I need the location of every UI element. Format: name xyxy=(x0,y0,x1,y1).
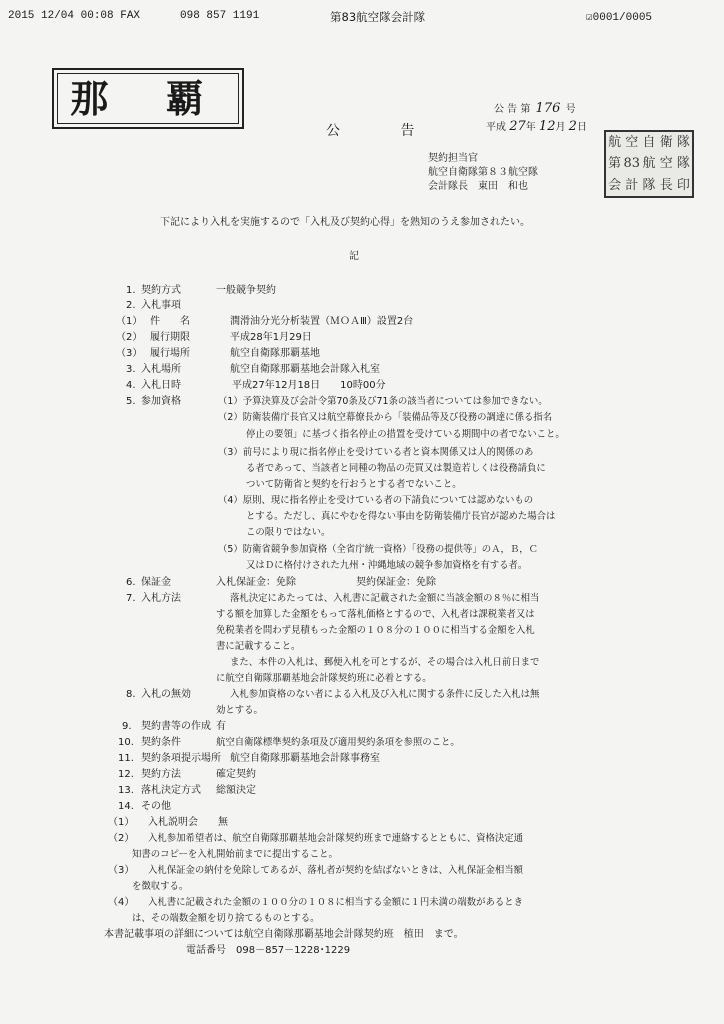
other-line: 入札説明会 無 xyxy=(148,817,228,828)
item-label: 参加資格 xyxy=(141,396,181,407)
item-value: 総額決定 xyxy=(216,785,256,796)
seal-char: 会 xyxy=(608,177,622,193)
notice-number-label: 公 告 第 xyxy=(494,104,531,115)
item-value: 潤滑油分光分析装置（ＭＯＡⅢ）設置2台 xyxy=(230,316,414,327)
item-label: 契約方法 xyxy=(141,769,181,780)
item-no: 9. xyxy=(122,721,132,732)
officer-name: 会計隊長 東田 和也 xyxy=(428,181,528,192)
item-value: 航空自衛隊那覇基地会計隊事務室 xyxy=(230,753,380,764)
item-no: 12. xyxy=(118,769,134,780)
other-line: を徴収する。 xyxy=(132,881,189,892)
item-label: 保証金 xyxy=(141,577,171,588)
fax-number: 098 857 1191 xyxy=(180,10,260,22)
item-value: 航空自衛隊那覇基地会計隊入札室 xyxy=(230,364,380,375)
item7-line: 免税業者を問わず見積もった金額の１０８分の１００に相当する金額を入札 xyxy=(216,625,535,636)
qualification-line: （1）予算決算及び会計令第70条及び71条の該当者については参加できない。 xyxy=(218,396,548,407)
qualification-line: （2）防衛装備庁長官又は航空幕僚長から「装備品等及び役務の調達に係る指名 xyxy=(218,412,553,423)
item-value: 平成27年12月18日 10時00分 xyxy=(232,380,386,391)
other-no: （4） xyxy=(108,897,135,908)
seal-char: 印 xyxy=(676,177,690,193)
other-no: （3） xyxy=(108,865,135,876)
qualification-line: 停止の要領」に基づく指名停止の措置を受けている期間中の者でないこと。 xyxy=(246,429,565,440)
item-label: 入札の無効 xyxy=(141,689,191,700)
item-no: （3） xyxy=(116,348,143,359)
ki-heading: 記 xyxy=(349,251,359,262)
item-value: 航空自衛隊那覇基地 xyxy=(230,348,320,359)
item-value: 航空自衛隊標準契約条項及び適用契約条項を参照のこと。 xyxy=(216,737,460,748)
item7-line: に航空自衛隊那覇基地会計隊契約班に必着とする。 xyxy=(216,673,432,684)
seal-char: 空 xyxy=(659,156,673,172)
notice-number xyxy=(494,102,576,117)
other-no: （2） xyxy=(108,833,135,844)
item-value: 確定契約 xyxy=(216,769,256,780)
date-year: 27 xyxy=(509,119,526,134)
qualification-line: 又はＤに格付けされた九州・沖縄地域の競争参加資格を有する者。 xyxy=(246,560,528,571)
item-no: 5. xyxy=(126,396,136,407)
item7-line: 落札決定にあたっては、入札書に記載された金額に当該金額の８％に相当 xyxy=(230,593,540,604)
seal-char: 長 xyxy=(659,177,673,193)
item-label: 契約方式 xyxy=(141,285,181,296)
notice-title: 公 告 xyxy=(326,123,443,139)
item-no: （1） xyxy=(116,316,143,327)
date-day-suffix: 日 xyxy=(576,122,587,133)
other-line: 入札参加希望者は、航空自衛隊那覇基地会計隊契約班まで連絡するとともに、資格決定通 xyxy=(148,833,524,844)
item-no: （2） xyxy=(116,332,143,343)
item-label: 履行場所 xyxy=(150,348,190,359)
item-label: 入札日時 xyxy=(141,380,181,391)
qualification-line: この限りではない。 xyxy=(246,527,331,538)
other-no: （1） xyxy=(108,817,135,828)
fax-sender: 第83航空隊会計隊 xyxy=(330,10,426,24)
official-seal xyxy=(604,130,694,198)
seal-char: 第 xyxy=(608,156,622,172)
item8-line: 入札参加資格のない者による入札及び入札に関する条件に反した入札は無 xyxy=(230,689,540,700)
qualification-line: （5）防衛省競争参加資格（全省庁統一資格）「役務の提供等」のＡ，Ｂ，Ｃ xyxy=(218,544,539,555)
item-no: 3. xyxy=(126,364,136,375)
item7-line: また、本件の入札は、郵便入札を可とするが、その場合は入札日前日まで xyxy=(230,657,540,668)
date-year-suffix: 年 xyxy=(525,122,536,133)
item-label: 入札方法 xyxy=(141,593,181,604)
item-value: 平成28年1月29日 xyxy=(230,332,312,343)
item-no: 14. xyxy=(118,801,134,812)
seal-char: 隊 xyxy=(676,156,690,172)
qualification-line: （3）前号により現に指名停止を受けている者と資本関係又は人的関係のあ xyxy=(218,447,534,458)
notice-number-suffix: 号 xyxy=(565,104,576,115)
other-line: は、その端数金額を切り捨てるものとする。 xyxy=(132,913,320,924)
item-no: 1. xyxy=(126,285,136,296)
seal-char: 計 xyxy=(625,177,639,193)
qualification-line: とする。ただし、真にやむを得ない事由を防衛装備庁長官が認めた場合は xyxy=(246,511,556,522)
officer-title: 契約担当官 xyxy=(428,153,478,164)
seal-char: 航 xyxy=(642,156,656,172)
item-label: 履行期限 xyxy=(150,332,190,343)
item-no: 7. xyxy=(126,593,136,604)
seal-char: 自 xyxy=(642,135,656,150)
item-value: 一般競争契約 xyxy=(216,285,276,296)
item-no: 10. xyxy=(118,737,134,748)
item-no: 2. xyxy=(126,300,136,311)
item-label: 入札場所 xyxy=(141,364,181,375)
date-era: 平成 xyxy=(486,122,506,133)
item-no: 11. xyxy=(118,753,134,764)
item-no: 13. xyxy=(118,785,134,796)
date-month: 12 xyxy=(538,119,556,134)
item8-line: 効とする。 xyxy=(216,705,263,716)
phone-number: 電話番号 098－857－1228･1229 xyxy=(186,945,351,956)
item-label: その他 xyxy=(141,801,171,812)
qualification-line: （4）原則、現に指名停止を受けている者の下請負については認めないもの xyxy=(218,495,534,506)
seal-char: 空 xyxy=(625,135,639,150)
fax-datetime: 2015 12/04 00:08 FAX xyxy=(8,10,141,22)
item-label: 契約条件 xyxy=(141,737,181,748)
item-label: 件 名 xyxy=(150,316,190,327)
item-no: 4. xyxy=(126,380,136,391)
item-label: 落札決定方式 xyxy=(141,785,201,796)
item-label: 契約条項提示場所 xyxy=(141,753,221,764)
fax-page: ☑0001/0005 xyxy=(586,12,653,24)
qualification-line: る者であって、当該者と同種の物品の売買又は製造若しくは役務請負に xyxy=(246,463,546,474)
seal-char: 隊 xyxy=(676,135,690,150)
stamp-text: 那 覇 xyxy=(57,73,239,124)
contract-deposit: 契約保証金：免除 xyxy=(356,577,436,588)
bid-deposit: 入札保証金：免除 xyxy=(216,577,296,588)
seal-char: 航 xyxy=(608,135,622,150)
item7-line: する額を加算した金額をもって落札価格とするので、入札者は課税業者又は xyxy=(216,609,535,620)
notice-date xyxy=(486,120,587,135)
date-month-suffix: 月 xyxy=(555,122,566,133)
other-line: 知書のコピーを入札開始前までに提出すること。 xyxy=(132,849,338,860)
other-line: 入札保証金の納付を免除してあるが、落札者が契約を結ばないときは、入札保証金相当額 xyxy=(148,865,524,876)
seal-char: 衛 xyxy=(659,135,673,150)
other-line: 入札書に記載された金額の１００分の１０８に相当する金額に１円未満の端数があるとき xyxy=(148,897,524,908)
item-label: 入札事項 xyxy=(141,300,181,311)
seal-char: 83 xyxy=(623,156,641,172)
contact-text: 本書記載事項の詳細については航空自衛隊那覇基地会計隊契約班 植田 まで。 xyxy=(104,929,464,940)
intro-text: 下記により入札を実施するので「入札及び契約心得」を熟知のうえ参加されたい。 xyxy=(160,217,530,228)
officer-unit: 航空自衛隊第８３航空隊 xyxy=(428,167,538,178)
notice-number-value: 176 xyxy=(535,101,561,116)
item7-line: 書に記載すること。 xyxy=(216,641,301,652)
naha-stamp xyxy=(52,68,244,129)
item-no: 8. xyxy=(126,689,136,700)
item-no: 6. xyxy=(126,577,136,588)
item-value: 有 xyxy=(216,721,226,732)
seal-char: 隊 xyxy=(642,177,656,193)
qualification-line: ついて防衛省と契約を行おうとする者でないこと。 xyxy=(246,479,462,490)
date-day: 2 xyxy=(568,119,577,134)
item-label: 契約書等の作成 xyxy=(141,721,211,732)
